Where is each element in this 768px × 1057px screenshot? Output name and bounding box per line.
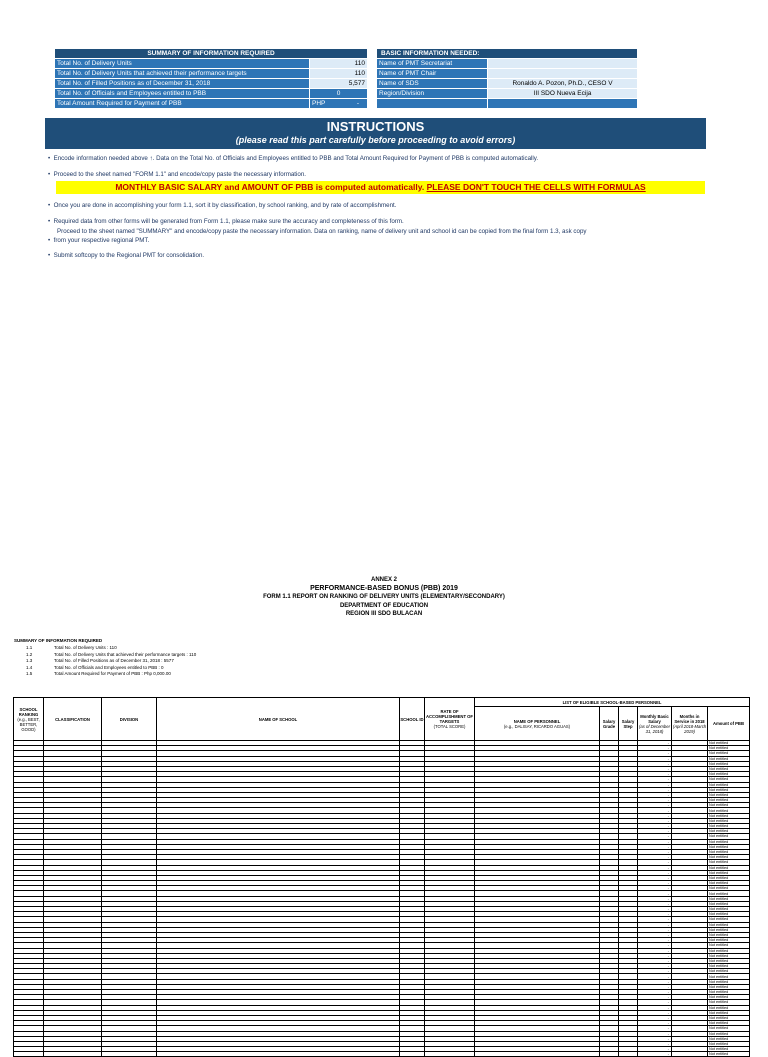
form-1-1-table — [13, 697, 750, 1057]
table-cell[interactable]: Not entitled — [708, 901, 750, 906]
table-cell[interactable]: - — [638, 829, 672, 834]
formula-warning-part1: MONTHLY BASIC SALARY and AMOUNT OF PBB is computed automatically. — [115, 182, 425, 192]
basic-row-value[interactable]: III SDO Nueva Ecija — [488, 89, 638, 99]
table-cell[interactable]: Not entitled — [708, 1047, 750, 1052]
table-cell[interactable] — [14, 1052, 44, 1057]
table-cell[interactable]: Not entitled — [708, 912, 750, 917]
summary-info-table — [54, 48, 368, 109]
header-school-ranking: SCHOOL RANKING (e.g., BEST, BETTER, GOOD) — [14, 698, 44, 741]
table-cell[interactable]: - — [638, 891, 672, 896]
annex-summary-item: 1.3 Total No. of Filled Positions as of December 31, 2018 : 5577 — [26, 658, 174, 663]
table-cell[interactable]: - — [638, 927, 672, 932]
table-cell[interactable]: - — [638, 922, 672, 927]
table-cell[interactable]: Not entitled — [708, 881, 750, 886]
table-cell[interactable]: - — [638, 1000, 672, 1005]
table-cell[interactable] — [157, 1052, 400, 1057]
header-classification: CLASSIFICATION — [44, 698, 102, 741]
table-cell[interactable]: Not entitled — [708, 1005, 750, 1010]
instruction-item: • Submit softcopy to the Regional PMT for consolidation. — [48, 252, 205, 259]
table-cell[interactable]: Not entitled — [708, 834, 750, 839]
table-cell[interactable]: - — [638, 974, 672, 979]
table-cell[interactable]: Not entitled — [708, 792, 750, 797]
table-cell[interactable]: - — [638, 777, 672, 782]
table-cell[interactable]: Not entitled — [708, 818, 750, 823]
table-cell[interactable]: Not entitled — [708, 829, 750, 834]
header-monthly-salary: Monthly Basic Salary (as of December 31, 2018) — [638, 707, 672, 741]
table-cell[interactable]: Not entitled — [708, 995, 750, 1000]
table-cell[interactable]: - — [638, 896, 672, 901]
table-cell[interactable]: Not entitled — [708, 746, 750, 751]
table-cell[interactable]: - — [638, 932, 672, 937]
annex-number: ANNEX 2 — [370, 577, 397, 583]
table-cell[interactable]: - — [638, 1036, 672, 1041]
table-cell[interactable]: - — [638, 907, 672, 912]
table-cell[interactable]: - — [638, 1005, 672, 1010]
table-cell[interactable]: Not entitled — [708, 984, 750, 989]
table-cell[interactable]: Not entitled — [708, 844, 750, 849]
table-cell[interactable]: - — [638, 787, 672, 792]
table-cell[interactable]: - — [638, 818, 672, 823]
table-cell[interactable]: - — [638, 1015, 672, 1020]
table-cell[interactable]: - — [638, 761, 672, 766]
table-cell[interactable]: - — [638, 1010, 672, 1015]
table-cell[interactable]: - — [638, 870, 672, 875]
table-cell[interactable]: Not entitled — [708, 1021, 750, 1026]
table-cell[interactable]: - — [638, 849, 672, 854]
instructions-banner — [45, 118, 706, 149]
table-cell[interactable]: - — [638, 1041, 672, 1046]
table-cell[interactable]: - — [638, 943, 672, 948]
header-months-service: Months in Service in 2018 (April 2018-March 2019) — [672, 707, 708, 741]
table-cell[interactable] — [102, 1052, 157, 1057]
table-cell[interactable] — [672, 1052, 708, 1057]
annex-summary-item: 1.2 Total No. of Delivery Units that achieved their performance targets : 110 — [26, 651, 197, 657]
summary-row-label: Total Amount Required for Payment of PBB — [55, 99, 310, 109]
table-cell[interactable]: Not entitled — [708, 938, 750, 943]
table-cell[interactable]: Not entitled — [708, 766, 750, 771]
basic-row-label: Region/Division — [377, 89, 488, 99]
currency-prefix: PHP — [312, 100, 326, 107]
table-cell[interactable]: Not entitled — [708, 922, 750, 927]
table-cell[interactable]: Not entitled — [708, 875, 750, 880]
annex-summary-title: SUMMARY OF INFORMATION REQUIRED — [14, 638, 103, 643]
instruction-item: Proceed to the sheet named "SUMMARY" and encode/copy paste the necessary information. Data on ranking, name of delivery unit and school id can be copied from the final form 1.3, ask copy — [57, 228, 587, 235]
table-cell[interactable]: - — [638, 792, 672, 797]
basic-info-table — [376, 48, 638, 109]
table-cell[interactable]: Not entitled — [708, 1031, 750, 1036]
table-cell[interactable]: Not entitled — [708, 772, 750, 777]
table-cell[interactable]: Not entitled — [708, 751, 750, 756]
header-eligible-personnel: LIST OF ELIGIBLE SCHOOL-BASED PERSONNEL — [475, 698, 750, 707]
table-cell[interactable]: Not entitled — [708, 1052, 750, 1057]
table-cell[interactable]: Not entitled — [708, 886, 750, 891]
annex-summary-item: 1.5 Total Amount Required for Payment of PBB : Php 0,000.00 — [26, 671, 171, 676]
header-rate: RATE OF ACCOMPLISHMENT OF TARGETS (TOTAL SCORE) — [425, 698, 475, 741]
table-cell[interactable]: Not entitled — [708, 777, 750, 782]
instructions-title: INSTRUCTIONS — [326, 119, 425, 134]
table-cell[interactable]: - — [638, 995, 672, 1000]
summary-row-value[interactable]: 5,577 — [310, 79, 368, 89]
table-cell[interactable]: - — [638, 839, 672, 844]
header-school-id: SCHOOL ID — [400, 698, 425, 741]
instruction-item: • Once you are done in accomplishing your form 1.1, sort it by classification, by school ranking, and by rate of accomplishment. — [48, 202, 397, 209]
table-cell[interactable]: - — [638, 938, 672, 943]
table-cell[interactable]: - — [638, 969, 672, 974]
basic-row-label: Name of SDS — [377, 79, 488, 89]
table-cell[interactable]: Not entitled — [708, 964, 750, 969]
instruction-item: • Encode information needed above ↑. Data on the Total No. of Officials and Employees entitled to PBB and Total Amount Required for Payment of PBB is computed automatically. — [48, 155, 539, 162]
table-cell[interactable]: - — [638, 803, 672, 808]
table-cell[interactable]: Not entitled — [708, 813, 750, 818]
summary-row-label: Total No. of Delivery Units that achieved their performance targets — [55, 69, 310, 79]
annex-summary-item: 1.1 Total No. of Delivery Units : 110 — [26, 645, 117, 650]
table-cell[interactable]: - — [638, 958, 672, 963]
table-cell[interactable]: - — [638, 860, 672, 865]
table-cell[interactable]: - — [638, 808, 672, 813]
header-school-name: NAME OF SCHOOL — [157, 698, 400, 741]
table-cell[interactable] — [619, 1052, 638, 1057]
amount-value: - — [356, 100, 359, 107]
table-cell[interactable]: Not entitled — [708, 1015, 750, 1020]
table-cell[interactable]: - — [638, 772, 672, 777]
annex-title: PERFORMANCE-BASED BONUS (PBB) 2019 — [310, 584, 458, 592]
form-title: FORM 1.1 REPORT ON RANKING OF DELIVERY UNITS (ELEMENTARY/SECONDARY) — [263, 594, 505, 600]
summary-row-value: 0 — [310, 89, 368, 99]
table-cell[interactable] — [600, 1052, 619, 1057]
table-cell[interactable]: - — [638, 881, 672, 886]
table-cell[interactable]: - — [638, 766, 672, 771]
table-cell[interactable]: - — [638, 964, 672, 969]
table-cell[interactable]: - — [638, 1047, 672, 1052]
table-cell[interactable]: - — [638, 834, 672, 839]
table-cell[interactable]: Not entitled — [708, 865, 750, 870]
formula-warning-part2: PLEASE DON'T TOUCH THE CELLS WITH FORMULAS — [426, 182, 646, 192]
table-cell[interactable]: - — [638, 782, 672, 787]
table-cell[interactable]: Not entitled — [708, 958, 750, 963]
basic-row-value[interactable]: Ronaldo A. Pozon, Ph.D., CESO V — [488, 79, 638, 89]
summary-row-label: Total No. of Delivery Units — [55, 59, 310, 69]
table-cell[interactable]: Not entitled — [708, 979, 750, 984]
basic-row-value[interactable] — [488, 59, 638, 69]
summary-row-label: Total No. of Filled Positions as of December 31, 2018 — [55, 79, 310, 89]
table-cell[interactable]: Not entitled — [708, 1036, 750, 1041]
table-cell[interactable]: - — [638, 855, 672, 860]
table-cell[interactable]: Not entitled — [708, 969, 750, 974]
table-cell[interactable]: Not entitled — [708, 855, 750, 860]
instruction-item: • Required data from other forms will be generated from Form 1.1, please make sure the accuracy and completeness of this form. — [48, 218, 404, 225]
table-cell[interactable]: Not entitled — [708, 787, 750, 792]
table-cell[interactable]: Not entitled — [708, 782, 750, 787]
basic-table-header: BASIC INFORMATION NEEDED: — [377, 49, 638, 59]
table-cell[interactable]: Not entitled — [708, 917, 750, 922]
table-cell[interactable] — [425, 1052, 475, 1057]
table-cell[interactable]: - — [638, 1052, 672, 1057]
table-cell[interactable]: Not entitled — [708, 974, 750, 979]
summary-table-header: SUMMARY OF INFORMATION REQUIRED — [55, 49, 368, 59]
header-pbb-amount: Amount of PBB — [708, 707, 750, 741]
table-cell[interactable]: Not entitled — [708, 808, 750, 813]
table-cell[interactable]: Not entitled — [708, 798, 750, 803]
table-cell[interactable]: Not entitled — [708, 1000, 750, 1005]
table-cell[interactable]: - — [638, 990, 672, 995]
table-cell[interactable]: Not entitled — [708, 896, 750, 901]
table-cell[interactable]: - — [638, 865, 672, 870]
instruction-item: • Proceed to the sheet named "FORM 1.1" and encode/copy paste the necessary information. — [48, 171, 306, 178]
table-cell[interactable]: Not entitled — [708, 870, 750, 875]
table-cell[interactable]: - — [638, 741, 672, 746]
table-cell[interactable]: Not entitled — [708, 824, 750, 829]
table-cell[interactable]: - — [638, 756, 672, 761]
summary-row-label: Total No. of Officials and Employees entitled to PBB — [55, 89, 310, 99]
instructions-subtitle: (please read this part carefully before proceeding to avoid errors) — [235, 135, 516, 145]
table-cell[interactable]: - — [638, 844, 672, 849]
table-cell[interactable]: - — [638, 984, 672, 989]
table-cell[interactable]: Not entitled — [708, 1026, 750, 1031]
table-cell[interactable]: Not entitled — [708, 741, 750, 746]
table-cell[interactable]: Not entitled — [708, 839, 750, 844]
header-division: DIVISION — [102, 698, 157, 741]
header-salary-step: Salary Step — [619, 707, 638, 741]
table-cell[interactable]: Not entitled — [708, 803, 750, 808]
region-division: REGION III SDO BULACAN — [345, 611, 423, 617]
annex-heading — [0, 576, 768, 619]
table-cell[interactable]: Not entitled — [708, 932, 750, 937]
form-table-body — [14, 741, 750, 1057]
basic-row-value[interactable] — [488, 69, 638, 79]
table-cell[interactable]: - — [638, 886, 672, 891]
header-personnel-name: NAME OF PERSONNEL (e.g., DALISAY, RICARDO AGUAS) — [475, 707, 600, 741]
table-cell[interactable]: Not entitled — [708, 1041, 750, 1046]
table-cell[interactable]: Not entitled — [708, 953, 750, 958]
formula-warning — [56, 181, 705, 194]
annex-summary-item: 1.4 Total No. of Officials and Employees entitled to PBB : 0 — [26, 664, 164, 670]
table-cell[interactable]: - — [638, 1021, 672, 1026]
basic-row-label: Name of PMT Secretariat — [377, 59, 488, 69]
basic-row-label: Name of PMT Chair — [377, 69, 488, 79]
table-cell[interactable]: Not entitled — [708, 990, 750, 995]
table-cell[interactable]: - — [638, 746, 672, 751]
table-cell[interactable]: Not entitled — [708, 761, 750, 766]
table-cell[interactable]: Not entitled — [708, 927, 750, 932]
table-cell[interactable]: Not entitled — [708, 891, 750, 896]
table-cell[interactable]: - — [638, 912, 672, 917]
table-cell[interactable]: - — [638, 979, 672, 984]
annex-summary-list — [14, 645, 196, 678]
table-cell[interactable] — [400, 1052, 425, 1057]
table-cell[interactable]: Not entitled — [708, 849, 750, 854]
table-cell[interactable]: - — [638, 751, 672, 756]
table-cell[interactable]: - — [638, 901, 672, 906]
summary-row-value — [310, 99, 368, 109]
table-cell[interactable] — [475, 1052, 600, 1057]
basic-row-label — [377, 99, 488, 109]
table-cell[interactable]: Not entitled — [708, 756, 750, 761]
table-cell[interactable]: - — [638, 1031, 672, 1036]
table-cell[interactable]: Not entitled — [708, 943, 750, 948]
summary-row-value[interactable]: 110 — [310, 69, 368, 79]
department-name: DEPARTMENT OF EDUCATION — [339, 602, 429, 609]
table-cell[interactable]: - — [638, 875, 672, 880]
table-cell[interactable]: - — [638, 798, 672, 803]
table-cell[interactable]: Not entitled — [708, 948, 750, 953]
instruction-item: • from your respective regional PMT. — [48, 237, 150, 244]
table-row — [14, 1052, 750, 1057]
table-cell[interactable]: - — [638, 948, 672, 953]
table-cell[interactable]: Not entitled — [708, 907, 750, 912]
table-cell[interactable]: - — [638, 813, 672, 818]
table-cell[interactable]: - — [638, 953, 672, 958]
table-cell[interactable] — [44, 1052, 102, 1057]
summary-row-value[interactable]: 110 — [310, 59, 368, 69]
table-cell[interactable]: Not entitled — [708, 1010, 750, 1015]
table-cell[interactable]: - — [638, 917, 672, 922]
table-cell[interactable]: Not entitled — [708, 860, 750, 865]
header-salary-grade: Salary Grade — [600, 707, 619, 741]
table-cell[interactable]: - — [638, 824, 672, 829]
basic-row-value — [488, 99, 638, 109]
table-cell[interactable]: - — [638, 1026, 672, 1031]
